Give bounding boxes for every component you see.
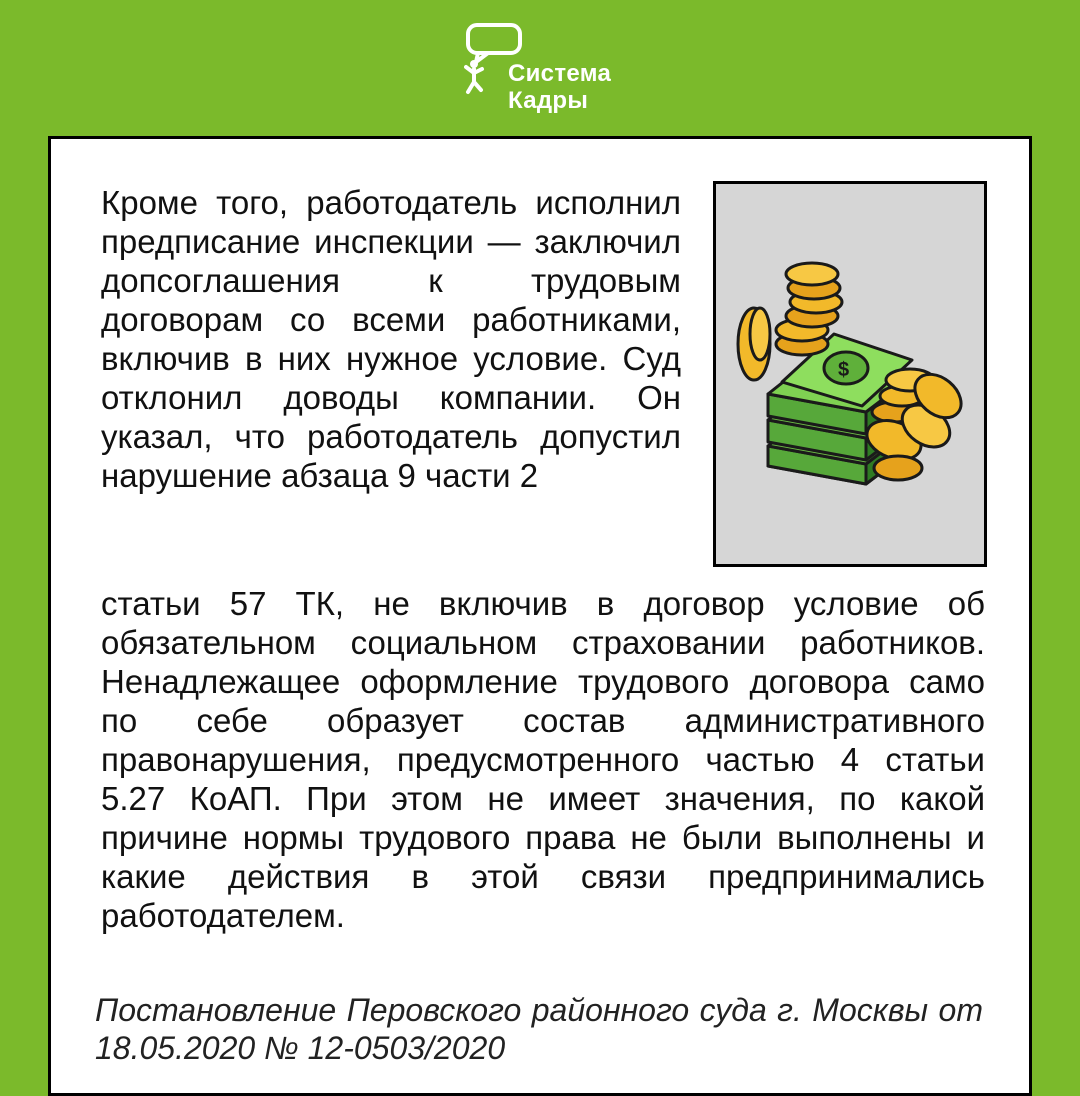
brand-line2: Кадры xyxy=(508,87,589,114)
court-citation: Постановление Перовского районного суда г. Москвы от 18.05.2020 № 12-0503/2020 xyxy=(95,992,983,1066)
brand-name xyxy=(508,60,611,114)
money-stack-coins-icon xyxy=(716,184,984,564)
content-card xyxy=(48,136,1032,1096)
brand-logo xyxy=(464,22,634,118)
brand-line1: Система xyxy=(508,60,612,87)
illustration-frame xyxy=(713,181,987,567)
article-paragraph-bottom: статьи 57 ТК, не включив в договор условие об обязательном социальном страховании работников. Ненадлежащее оформление трудового договора само по себе образует состав административного правонарушения, предусмотренного частью 4 статьи 5.27 КоАП. При этом не имеет значения, по какой причине нормы трудового права не были выполнены и какие действия в этой связи предпринимались работодателем. xyxy=(101,585,985,934)
article-paragraph-top: Кроме того, работодатель исполнил предписание инспекции — заключил допсоглашения к трудовым договорам со всеми работниками, включив в них нужное условие. Суд отклонил доводы компании. Он указал, что работодатель допустил нарушение абзаца 9 части 2 xyxy=(101,184,681,494)
svg-text:$: $ xyxy=(838,359,850,381)
